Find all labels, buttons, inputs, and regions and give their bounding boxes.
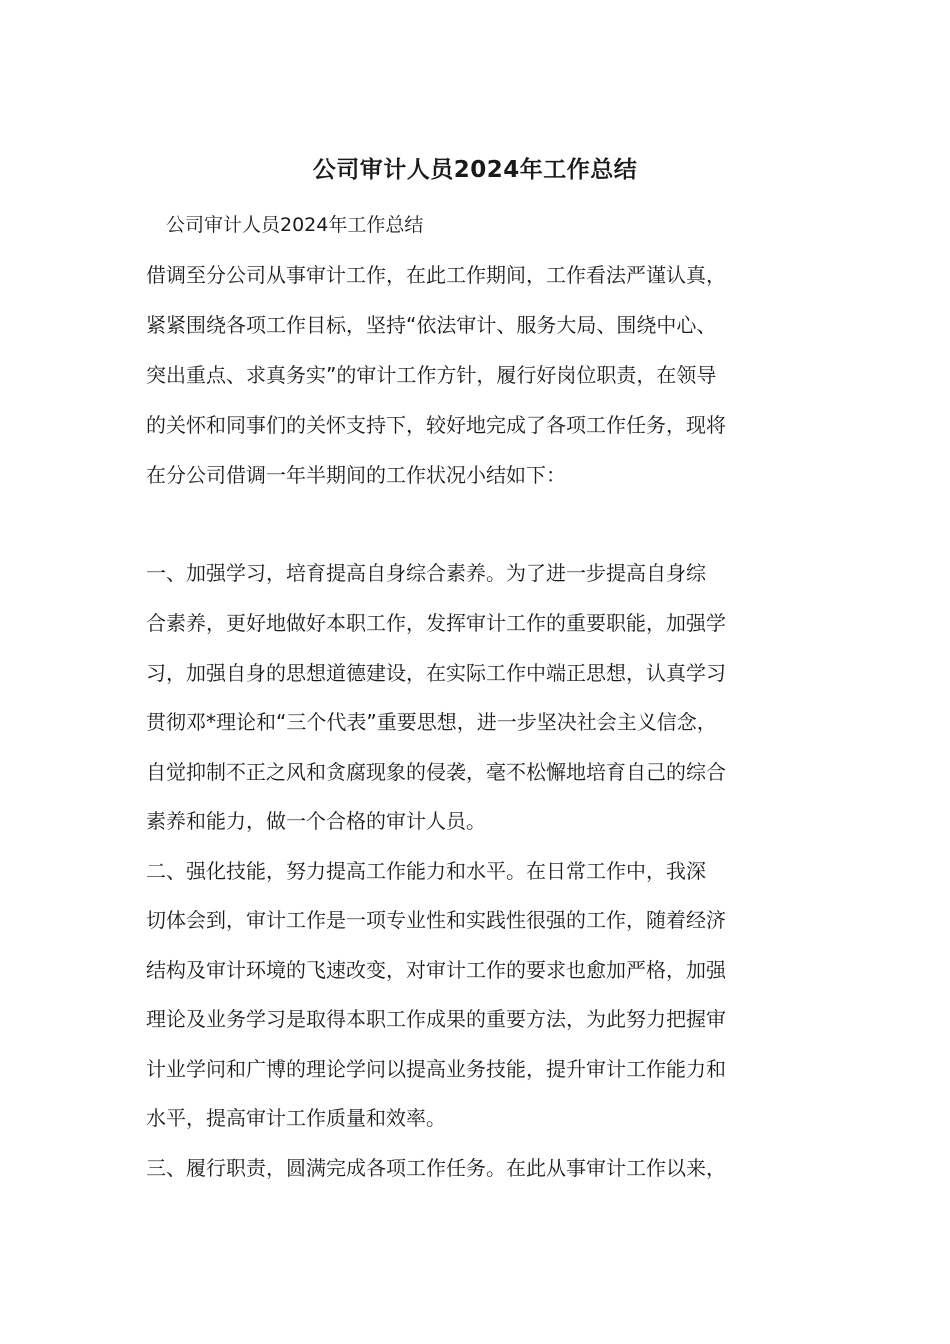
paragraph-3-line-6: 水平，提高审计工作质量和效率。 [146, 1106, 446, 1130]
paragraph-1-line-4: 的关怀和同事们的关怀支持下，较好地完成了各项工作任务，现将 [146, 413, 726, 437]
paragraph-3-line-5: 计业学问和广博的理论学问以提高业务技能，提升审计工作能力和 [146, 1057, 726, 1081]
paragraph-3-line-3: 结构及审计环境的飞速改变，对审计工作的要求也愈加严格，加强 [146, 958, 726, 982]
paragraph-1-line-1: 借调至分公司从事审计工作，在此工作期间，工作看法严谨认真， [146, 263, 726, 287]
paragraph-3-line-4: 理论及业务学习是取得本职工作成果的重要方法，为此努力把握审 [146, 1007, 726, 1031]
paragraph-3-line-1: 二、强化技能，努力提高工作能力和水平。在日常工作中，我深 [146, 859, 706, 883]
paragraph-3-line-2: 切体会到，审计工作是一项专业性和实践性很强的工作，随着经济 [146, 908, 726, 932]
paragraph-2-line-6: 素养和能力，做一个合格的审计人员。 [146, 809, 486, 833]
paragraph-2-line-4: 贯彻邓*理论和“三个代表”重要思想，进一步坚决社会主义信念， [146, 710, 717, 734]
paragraph-1-line-3: 突出重点、求真务实”的审计工作方针，履行好岗位职责，在领导 [146, 363, 717, 387]
paragraph-2-line-1: 一、加强学习，培育提高自身综合素养。为了进一步提高自身综 [146, 561, 706, 585]
paragraph-2-line-3: 习，加强自身的思想道德建设，在实际工作中端正思想，认真学习 [146, 661, 726, 685]
paragraph-1-line-5: 在分公司借调一年半期间的工作状况小结如下： [146, 463, 566, 487]
paragraph-1-line-2: 紧紧围绕各项工作目标，坚持“依法审计、服务大局、围绕中心、 [146, 313, 717, 337]
document-title: 公司审计人员2024年工作总结 [312, 157, 638, 183]
paragraph-4-line-1: 三、履行职责，圆满完成各项工作任务。在此从事审计工作以来， [146, 1156, 726, 1180]
paragraph-2-line-2: 合素养，更好地做好本职工作，发挥审计工作的重要职能，加强学 [146, 611, 726, 635]
paragraph-2-line-5: 自觉抑制不正之风和贪腐现象的侵袭，毫不松懈地培育自己的综合 [146, 760, 726, 784]
document-subtitle: 公司审计人员2024年工作总结 [166, 214, 424, 236]
